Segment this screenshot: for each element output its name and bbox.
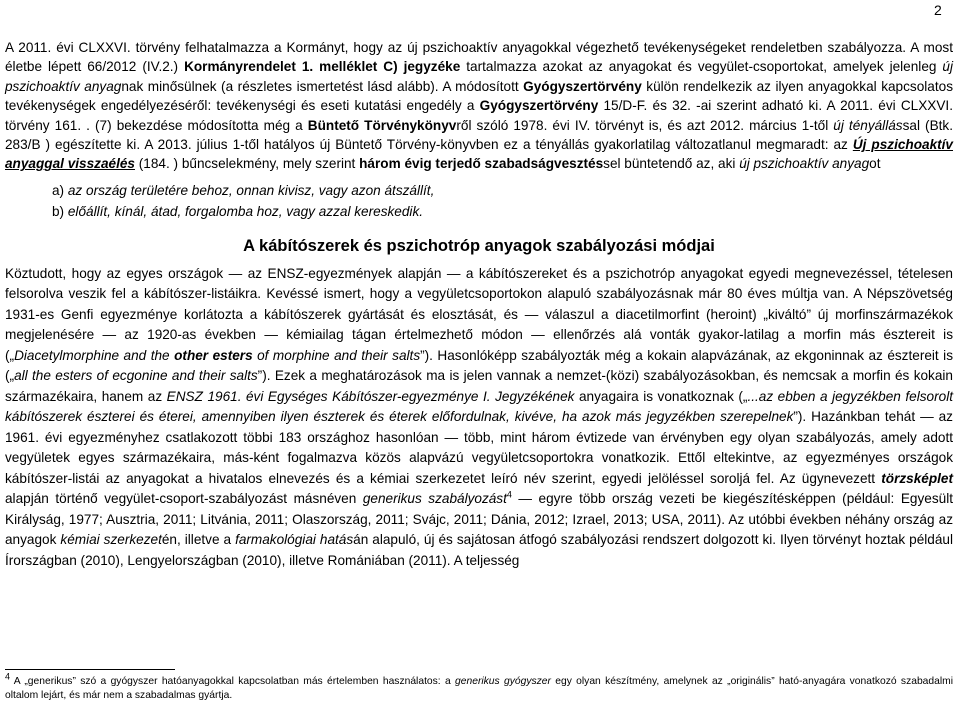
text-run: t bbox=[503, 491, 507, 507]
page-number: 2 bbox=[934, 2, 942, 18]
text-run: Gyógyszertörvény bbox=[479, 98, 599, 114]
text-run: anyagaira is vonatkoznak („ bbox=[574, 388, 748, 404]
text-run: ről szóló 1978. évi IV. törvényt is, és azt 2012. március 1-től bbox=[456, 117, 834, 133]
text-run: Köztudott, hogy az egyes országok — az ENSZ-egyezmények alapján — a kábítószereket és a pszichotróp anyagokat egyedi megnevezéssel, tételesen felsorolva veszik fel a kábítószer-listáikra. Kevéssé ismert, hogy a vegyületcsoportokon alapuló szabályozásnak már 80 éves múltja van. A Népszövetség 1931-es Genfi egyezménye korlátozta a kábítószerek gyártását és elosztását, és — válaszul a diacetilmorfint (heroint) „kiváltó” új morfinszármazékok megjelenésére — az 1920-as években — kémiailag tágan értelmezhető módon — ellenőrzés alá vonták gyakor-latilag a morfin más észtereit is („ bbox=[5, 265, 953, 363]
text-run: 4 bbox=[506, 489, 512, 500]
text-run: ENSZ 1961. évi Egységes Kábítószer-egyezménye I. Jegyzékének bbox=[166, 388, 575, 404]
text-run: 15/D-F. és 32. -ai szerint adható ki. A 2011. évi CLXXVI. törvény 161. . (7) bekezdése módosította még a bbox=[5, 98, 953, 133]
footnote bbox=[5, 671, 953, 703]
text-run: ”). Hazánkban tehát — az 1961. évi egyezményhez csatlakozott többi 183 országhoz hasonlóan — több, mint három évtizede van érvényben egy olyan szabályozás, amely adott vegyületek egyes származékaira, más-ként fogalmazva közös alapvázú vegyületcsoportokra vonatkozik. Ettől eltekintve, az egyezményes országok kábítószer-listái az anyagokat a hivatalos elnevezés és a kémiai szerkezetet leíró név szerint, egyedi jelöléssel soroljá fel. Az ügynevezett bbox=[5, 409, 953, 486]
text-run: ...az ebben a jegyzékben felsorolt kábítószerek észterei és éterei, amennyiben ilyen észterek és éterek előfordulnak, kivéve, ha azok más jegyzékben szerepelnek bbox=[5, 388, 953, 425]
text-run: ”). Ezek a meghatározások ma is jelen vannak a nemzet-(közi) szabályozásokban, és nemcsak a morfin és kokain származékaira, hanem az bbox=[5, 368, 953, 404]
text-run: Kormányrendelet 1. melléklet C) jegyzéke bbox=[184, 59, 461, 75]
regulation-paragraph bbox=[5, 264, 953, 572]
text-run: külön rendelkezik az ilyen anyagokkal kapcsolatos tevékenységek engedélyezéséről: tevékenységi és eseti kutatási engedély a bbox=[5, 78, 953, 114]
text-run: három évig terjedő szabadságvesztés bbox=[359, 156, 604, 172]
text-run: tartalmazza azokat az anyagokat és vegyület-csoportokat, amelyek jelenleg bbox=[460, 59, 943, 75]
text-run: A 2011. évi CLXXVI. törvény felhatalmazza a Kormányt, hogy az új pszichoaktív anyagokkal végezhető tevékenységeket rendeletben szabályozza. A most életbe lépett 66/2012 (IV.2.) bbox=[5, 40, 953, 75]
offense-item-a bbox=[5, 180, 953, 201]
text-run: új pszichoaktív anyag bbox=[5, 59, 953, 94]
text-run: A „generikus” szó a gyógyszer hatóanyagokkal kapcsolatban más értelemben használatos: a bbox=[10, 676, 456, 687]
text-run: Gyógyszertörvény bbox=[523, 78, 642, 94]
text-run: kémiai szerkezet bbox=[60, 532, 162, 548]
document-body bbox=[5, 38, 953, 571]
intro-paragraph bbox=[5, 38, 953, 174]
text-run: sal (Btk. 283/B ) egészítette ki. A 2013. július 1-től hatályos új Büntető Törvény-könyvben ez a tényállás gyakorlatilag változatlanul megmaradt: az bbox=[5, 117, 953, 153]
text-run: generikus szabályozás bbox=[362, 491, 504, 507]
text-run: az ország területére behoz, onnan kivisz, vagy azon átszállít, bbox=[67, 182, 435, 198]
text-run: all the esters of ecgonine and their salts bbox=[14, 368, 258, 384]
offense-list bbox=[5, 180, 953, 222]
text-run: other esters bbox=[174, 347, 253, 363]
offense-item-b bbox=[5, 201, 953, 222]
text-run: Diacetylmorphine and the bbox=[14, 347, 175, 363]
text-run: Új pszichoaktív anyaggal visszaélés bbox=[5, 137, 953, 172]
text-run: generikus gyógyszer bbox=[455, 676, 551, 687]
text-run: sel büntetendő az, aki bbox=[603, 156, 740, 172]
text-run: nak minősülnek (a részletes ismertetést lásd alább). A módosított bbox=[121, 78, 524, 94]
text-run: törzsképlet bbox=[881, 470, 953, 486]
text-run: új tényállás bbox=[833, 117, 903, 133]
text-run: Büntető Törvénykönyv bbox=[307, 117, 457, 133]
text-run: farmakológiai hatás bbox=[235, 532, 354, 548]
text-run: előállít, kínál, átad, forgalomba hoz, vagy azzal kereskedik. bbox=[67, 203, 424, 219]
text-run: alapján történő vegyület-csoport-szabályozást másnéven bbox=[5, 491, 363, 507]
text-run: a) bbox=[52, 182, 68, 198]
text-run: — egyre több ország vezeti be kiegészítésképpen (például: Egyesült Királyság, 1977; Ausztria, 2011; Litvánia, 2011; Olaszország, 2011; Svájc, 2011; Dánia, 2012; Izrael, 2013; USA, 2011). Az utóbbi években néhány ország az anyagok bbox=[5, 491, 953, 548]
text-run: án alapuló, új és sajátosan átfogó szabályozási rendszert dolgozott ki. Ilyen törvényt hoztak például Írországban (2010), Lengyelországban (2010), illetve Romániában (2011). A teljesség bbox=[5, 532, 954, 568]
text-run: 4 bbox=[5, 671, 11, 682]
text-run: of morphine and their salts bbox=[252, 347, 421, 363]
text-run: egy olyan készítmény, amelynek az „originális” ható-anyagára vonatkozó szabadalmi oltalom lejárt, és már nem a szabadalmas gyártja. bbox=[5, 676, 953, 701]
text-run: én, illetve a bbox=[161, 532, 236, 548]
section-title: A kábítószerek és pszichotróp anyagok szabályozási módjai bbox=[243, 236, 715, 255]
text-run: ot bbox=[869, 156, 881, 172]
text-run: új pszichoaktív anyag bbox=[739, 156, 870, 172]
text-run: ”). Hasonlóképp szabályozták még a kokain alapvázának, az ekgoninnak az észtereit is („ bbox=[5, 347, 954, 384]
text-run: (184. ) bűncselekmény, mely szerint bbox=[134, 156, 360, 172]
footnote-divider bbox=[5, 669, 175, 670]
text-run: b) bbox=[52, 203, 68, 219]
